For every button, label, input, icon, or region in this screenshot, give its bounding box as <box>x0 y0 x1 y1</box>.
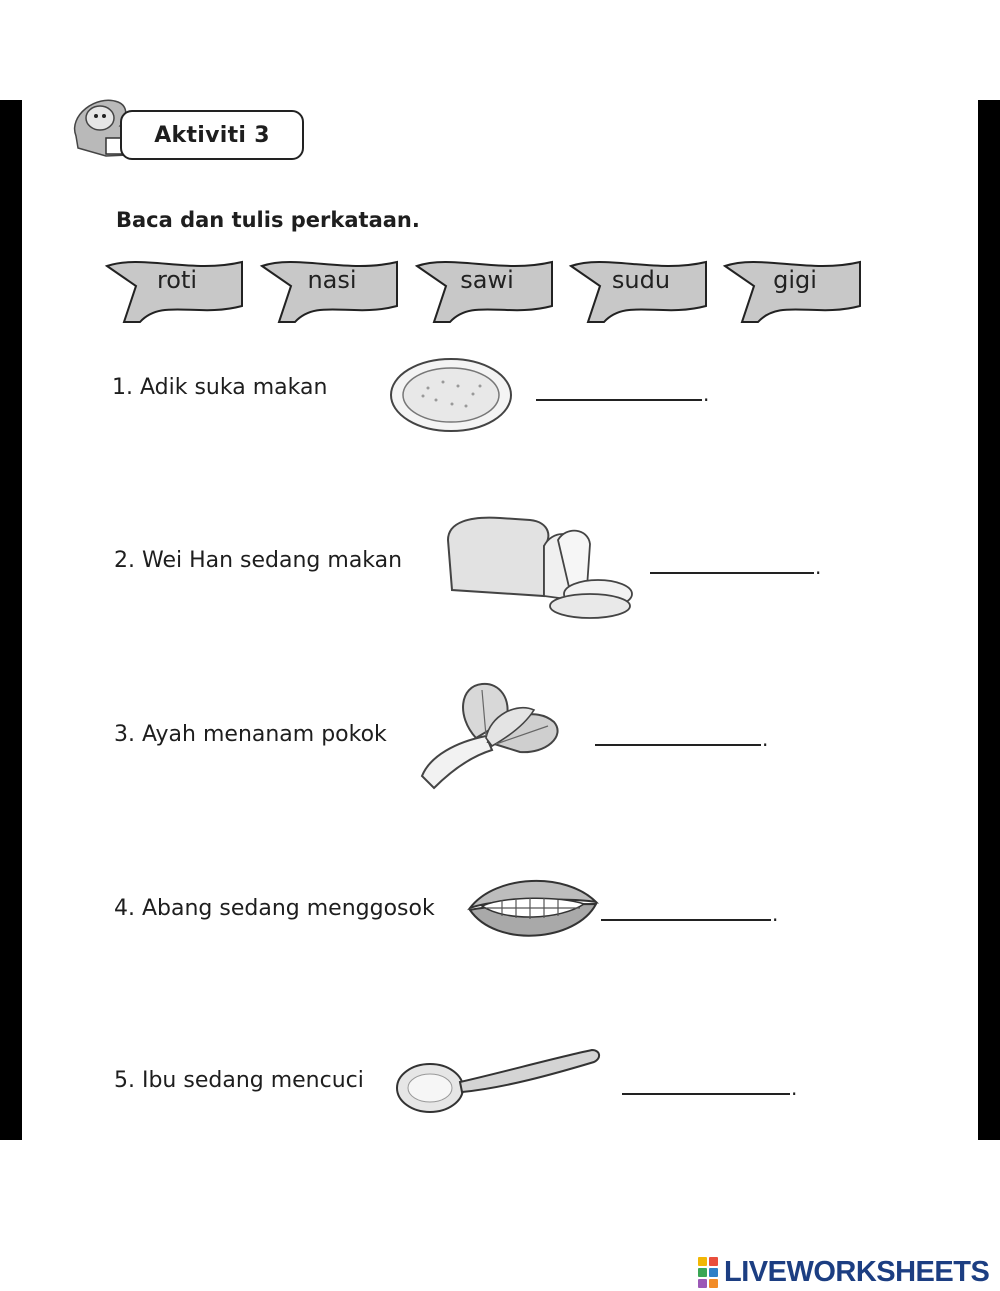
rice-plate-icon <box>388 356 514 434</box>
instruction-text: Baca dan tulis perkataan. <box>116 208 420 232</box>
activity-title: Aktiviti 3 <box>120 110 304 160</box>
question-1-text: 1. Adik suka makan <box>112 375 328 400</box>
word-bank-item <box>257 252 407 332</box>
word-roti: roti <box>156 266 198 294</box>
mustard-greens-icon <box>416 676 566 792</box>
question-1-period: . <box>703 382 710 406</box>
word-nasi: nasi <box>307 266 357 294</box>
page-edge-left <box>0 100 22 1140</box>
logo-blocks-icon <box>698 1257 718 1288</box>
page-edge-right <box>978 100 1000 1140</box>
word-sudu: sudu <box>611 266 671 294</box>
word-bank-item <box>412 252 562 332</box>
answer-blank-5[interactable] <box>622 1093 790 1095</box>
brand-text: LIVEWORKSHEETS <box>724 1256 990 1288</box>
word-bank-item <box>720 252 870 332</box>
question-4-period: . <box>772 902 779 926</box>
question-4-text: 4. Abang sedang menggosok <box>114 896 435 921</box>
answer-blank-2[interactable] <box>650 572 814 574</box>
teeth-icon <box>466 868 600 950</box>
liveworksheets-logo <box>698 1256 989 1289</box>
answer-blank-1[interactable] <box>536 399 702 401</box>
word-bank-item <box>102 252 252 332</box>
word-bank-item <box>566 252 716 332</box>
question-5-period: . <box>791 1076 798 1100</box>
question-2-text: 2. Wei Han sedang makan <box>114 548 403 573</box>
question-3-text: 3. Ayah menanam pokok <box>114 722 387 747</box>
word-sawi: sawi <box>460 266 514 294</box>
question-2-period: . <box>815 555 822 579</box>
question-5-text: 5. Ibu sedang mencuci <box>114 1068 364 1093</box>
spoon-icon <box>394 1044 604 1118</box>
answer-blank-4[interactable] <box>601 919 771 921</box>
question-3-period: . <box>762 727 769 751</box>
answer-blank-3[interactable] <box>595 744 761 746</box>
bread-loaf-icon <box>440 510 640 620</box>
word-gigi: gigi <box>773 266 817 294</box>
